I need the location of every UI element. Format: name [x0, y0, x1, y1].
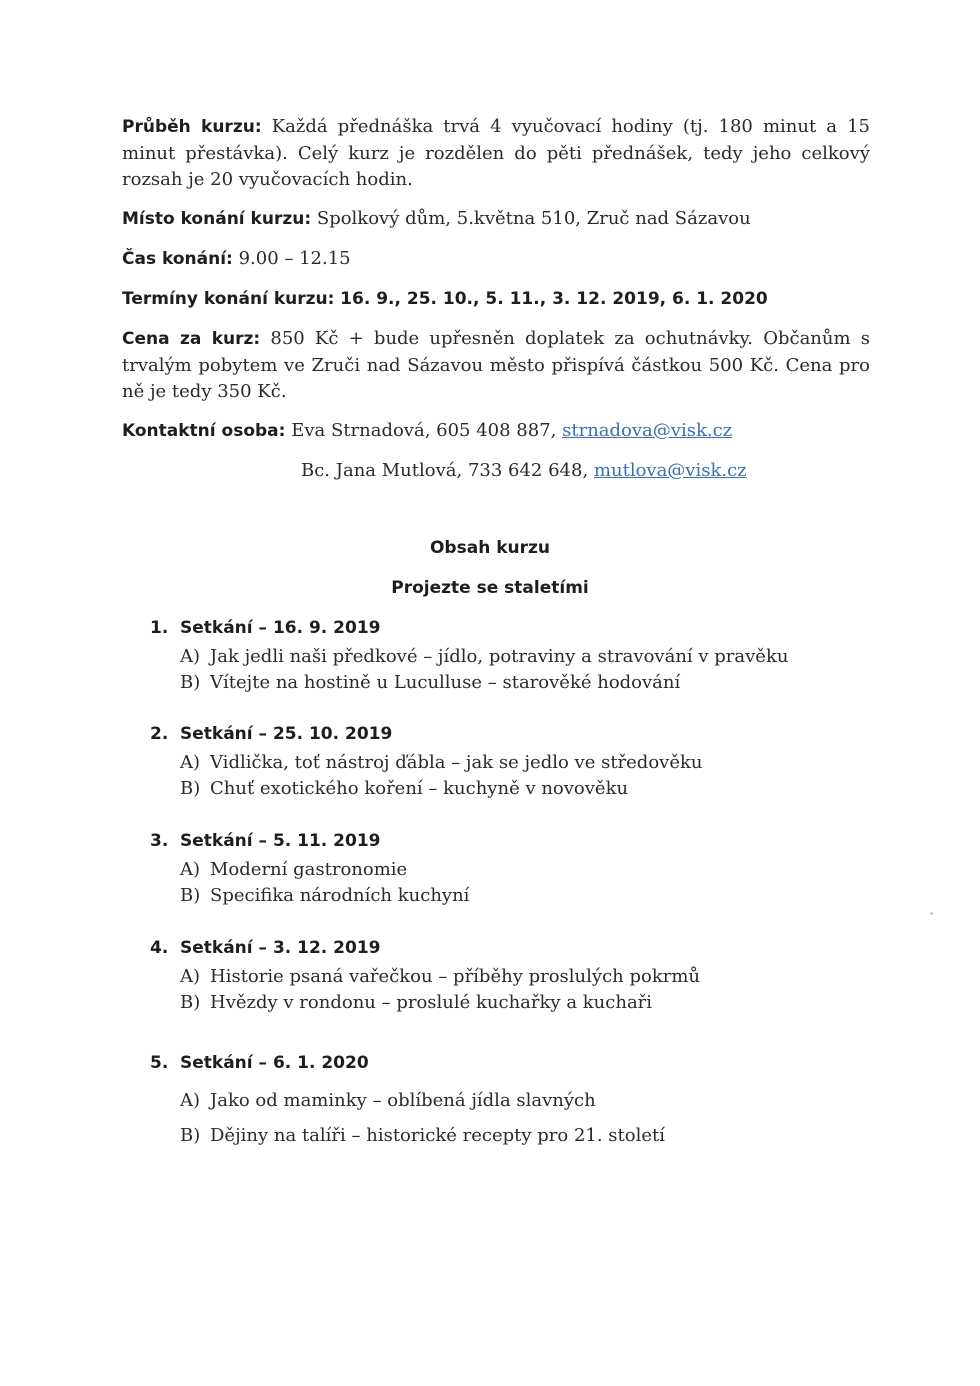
item-text: Moderní gastronomie [210, 859, 408, 880]
meeting-5-title [150, 1053, 369, 1073]
course-progress-text: Každá přednáška trvá 4 vyučovací hodiny (tj. 180 minut a 15 minut přestávka). Celý kurz je rozdělen do pěti přednášek, tedy jeho celkový rozsah je 20 vyučovacích hodin. [122, 116, 870, 190]
contact-person-2: Bc. Jana Mutlová, 733 642 648, [301, 460, 589, 481]
meeting-2-number: 2. [150, 724, 169, 744]
scan-speck [930, 912, 933, 915]
meeting-1-item-b [180, 670, 680, 696]
item-text: Dějiny na talíři – historické recepty pro 21. století [210, 1125, 665, 1146]
meeting-2-heading: Setkání – 25. 10. 2019 [180, 724, 393, 744]
price-paragraph [122, 326, 870, 406]
item-letter: A) [180, 859, 201, 880]
meeting-4-item-b [180, 990, 652, 1016]
item-text: Hvězdy v rondonu – proslulé kuchařky a kuchaři [210, 992, 653, 1013]
item-text: Vítejte na hostině u Luculluse – starověké hodování [210, 672, 681, 693]
course-progress-label: Průběh kurzu: [122, 117, 262, 137]
meeting-4-title [150, 938, 381, 958]
meeting-4-number: 4. [150, 938, 169, 958]
meeting-3-number: 3. [150, 831, 169, 851]
item-letter: B) [180, 778, 201, 799]
item-letter: B) [180, 672, 201, 693]
item-letter: B) [180, 1125, 201, 1146]
meeting-5-number: 5. [150, 1053, 169, 1073]
dates-paragraph [122, 286, 870, 313]
item-text: Jako od maminky – oblíbená jídla slavných [210, 1090, 596, 1111]
venue-paragraph [122, 206, 870, 233]
meeting-3-title [150, 831, 381, 851]
item-letter: A) [180, 752, 201, 773]
contact-second-line [301, 458, 747, 484]
item-letter: B) [180, 885, 201, 906]
meeting-1-number: 1. [150, 618, 169, 638]
meeting-4-item-a [180, 964, 700, 990]
contact-paragraph [122, 418, 870, 445]
item-letter: A) [180, 1090, 201, 1111]
contact-email-1-link[interactable]: strnadova@visk.cz [562, 420, 733, 441]
content-heading: Obsah kurzu [429, 538, 551, 558]
venue-text: Spolkový dům, 5.května 510, Zruč nad Sázavou [316, 208, 751, 229]
item-text: Jak jedli naši předkové – jídlo, potraviny a stravování v pravěku [210, 646, 789, 667]
meeting-1-item-a [180, 644, 788, 670]
contact-email-2-link[interactable]: mutlova@visk.cz [593, 460, 747, 481]
time-paragraph [122, 246, 870, 273]
meeting-2-item-b [180, 776, 628, 802]
course-progress-paragraph [122, 114, 870, 194]
dates-text: 16. 9., 25. 10., 5. 11., 3. 12. 2019, 6. 1. 2020 [340, 289, 768, 309]
meeting-3-item-a [180, 857, 407, 883]
meeting-2-item-a [180, 750, 703, 776]
item-letter: B) [180, 992, 201, 1013]
price-label: Cena za kurz: [122, 329, 261, 349]
venue-label: Místo konání kurzu: [122, 209, 312, 229]
contact-label: Kontaktní osoba: [122, 421, 286, 441]
meeting-3-heading: Setkání – 5. 11. 2019 [180, 831, 381, 851]
item-letter: A) [180, 646, 201, 667]
meeting-1-title [150, 618, 381, 638]
meeting-5-item-b [180, 1123, 665, 1149]
item-letter: A) [180, 966, 201, 987]
meeting-3-item-b [180, 883, 469, 909]
item-text: Vidlička, toť nástroj ďábla – jak se jedlo ve středověku [210, 752, 703, 773]
time-label: Čas konání: [122, 249, 233, 269]
item-text: Chuť exotického koření – kuchyně v novověku [210, 778, 629, 799]
meeting-1-heading: Setkání – 16. 9. 2019 [180, 618, 381, 638]
meeting-2-title [150, 724, 392, 744]
meeting-5-item-a [180, 1088, 596, 1114]
contact-person-1: Eva Strnadová, 605 408 887, [291, 420, 557, 441]
time-text: 9.00 – 12.15 [238, 248, 351, 269]
item-text: Historie psaná vařečkou – příběhy proslulých pokrmů [210, 966, 700, 987]
dates-label: Termíny konání kurzu: [122, 289, 335, 309]
content-subheading: Projezte se staletími [391, 578, 589, 598]
price-text: 850 Kč + bude upřesněn doplatek za ochutnávky. Občanům s trvalým pobytem ve Zruči nad Sázavou město přispívá částkou 500 Kč. Cena pro ně je tedy 350 Kč. [122, 328, 870, 402]
meeting-4-heading: Setkání – 3. 12. 2019 [180, 938, 381, 958]
meeting-5-heading: Setkání – 6. 1. 2020 [180, 1053, 369, 1073]
item-text: Specifika národních kuchyní [210, 885, 470, 906]
